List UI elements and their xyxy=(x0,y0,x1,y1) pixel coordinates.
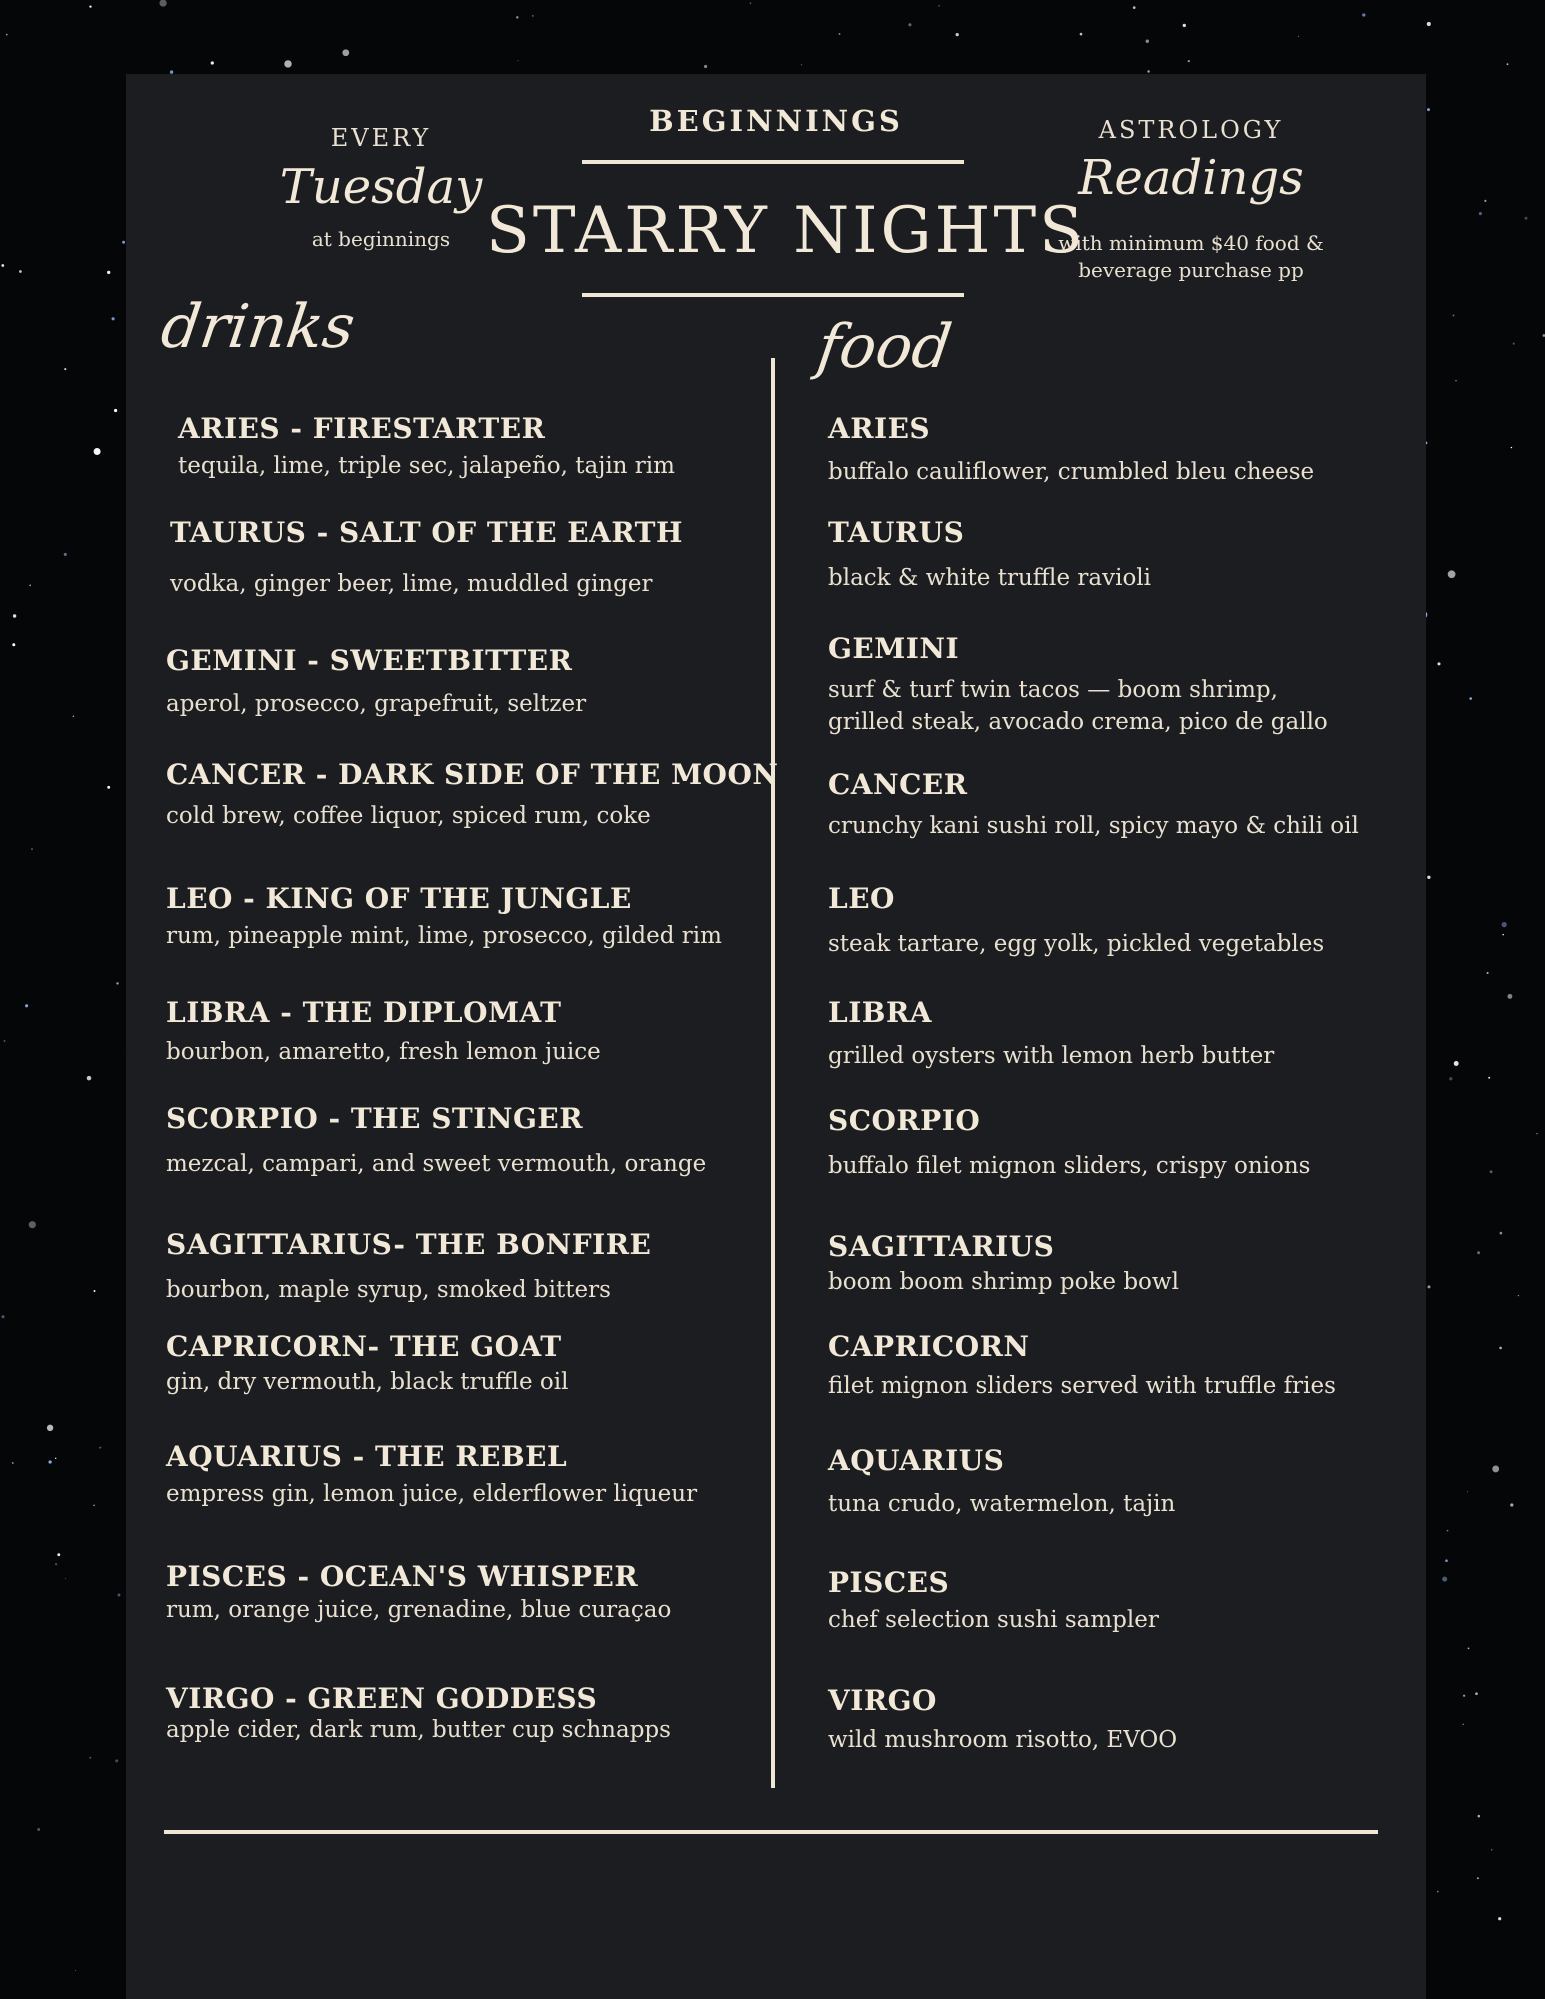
drink-name: SAGITTARIUS- THE BONFIRE xyxy=(166,1228,652,1261)
drink-name: GEMINI - SWEETBITTER xyxy=(166,644,573,677)
readings-condition-line1: with minimum $40 food & xyxy=(1058,231,1324,255)
drink-name: VIRGO - GREEN GODDESS xyxy=(166,1682,598,1715)
food-description: wild mushroom risotto, EVOO xyxy=(828,1727,1178,1753)
bottom-rule xyxy=(164,1830,1378,1834)
at-beginnings-label: at beginnings xyxy=(311,227,451,251)
drink-description: bourbon, amaretto, fresh lemon juice xyxy=(166,1039,601,1065)
food-description: boom boom shrimp poke bowl xyxy=(828,1269,1179,1295)
drink-name: ARIES - FIRESTARTER xyxy=(178,412,546,445)
title-rule-bottom xyxy=(582,293,964,297)
food-description: buffalo cauliflower, crumbled bleu cheese xyxy=(828,459,1315,485)
every-label: EVERY xyxy=(330,124,432,152)
astrology-label: ASTROLOGY xyxy=(1098,116,1284,144)
food-description: black & white truffle ravioli xyxy=(828,565,1152,591)
drink-description: gin, dry vermouth, black truffle oil xyxy=(166,1369,569,1395)
drink-name: CANCER - DARK SIDE OF THE MOON xyxy=(166,758,779,791)
food-name: ARIES xyxy=(828,412,931,445)
column-divider xyxy=(771,358,775,1788)
menu-panel xyxy=(126,74,1426,1999)
food-name: TAURUS xyxy=(828,516,965,549)
food-name: LIBRA xyxy=(828,996,932,1029)
food-description: crunchy kani sushi roll, spicy mayo & chili oil xyxy=(828,813,1359,839)
drink-description: rum, orange juice, grenadine, blue curaçao xyxy=(166,1597,672,1623)
drink-name: CAPRICORN- THE GOAT xyxy=(166,1330,562,1363)
drink-description: cold brew, coffee liquor, spiced rum, coke xyxy=(166,803,651,829)
drink-description: vodka, ginger beer, lime, muddled ginger xyxy=(170,571,653,597)
drink-name: PISCES - OCEAN'S WHISPER xyxy=(166,1560,639,1593)
food-description: steak tartare, egg yolk, pickled vegetables xyxy=(828,931,1325,957)
food-heading: food xyxy=(813,312,956,382)
drink-description: empress gin, lemon juice, elderflower liqueur xyxy=(166,1481,698,1507)
venue-name: BEGINNINGS xyxy=(649,104,903,138)
readings-condition-line2: beverage purchase pp xyxy=(1078,258,1304,282)
food-description: surf & turf twin tacos — boom shrimp, xyxy=(828,677,1278,703)
food-name: VIRGO xyxy=(828,1684,937,1717)
drinks-heading: drinks xyxy=(157,292,359,362)
drink-description: mezcal, campari, and sweet vermouth, orange xyxy=(166,1151,707,1177)
food-name: GEMINI xyxy=(828,632,960,665)
page-title: STARRY NIGHTS xyxy=(486,194,1086,268)
drink-name: LIBRA - THE DIPLOMAT xyxy=(166,996,562,1029)
drink-description: rum, pineapple mint, lime, prosecco, gilded rim xyxy=(166,923,722,949)
food-description: buffalo filet mignon sliders, crispy onions xyxy=(828,1153,1311,1179)
food-name: CAPRICORN xyxy=(828,1330,1030,1363)
food-name: PISCES xyxy=(828,1566,950,1599)
food-name: AQUARIUS xyxy=(828,1444,1005,1477)
food-description: filet mignon sliders served with truffle fries xyxy=(828,1373,1336,1399)
food-description-cont: grilled steak, avocado crema, pico de gallo xyxy=(828,709,1328,735)
drink-description: bourbon, maple syrup, smoked bitters xyxy=(166,1277,611,1303)
drink-name: AQUARIUS - THE REBEL xyxy=(166,1440,568,1473)
tuesday-script: Tuesday xyxy=(279,159,483,215)
food-name: CANCER xyxy=(828,768,968,801)
drink-name: SCORPIO - THE STINGER xyxy=(166,1102,583,1135)
drink-description: apple cider, dark rum, butter cup schnapps xyxy=(166,1717,671,1743)
readings-script: Readings xyxy=(1078,150,1304,206)
food-description: chef selection sushi sampler xyxy=(828,1607,1159,1633)
food-description: grilled oysters with lemon herb butter xyxy=(828,1043,1275,1069)
drink-name: LEO - KING OF THE JUNGLE xyxy=(166,882,632,915)
drink-name: TAURUS - SALT OF THE EARTH xyxy=(170,516,683,549)
food-name: SCORPIO xyxy=(828,1104,981,1137)
drink-description: tequila, lime, triple sec, jalapeño, tajin rim xyxy=(178,453,675,479)
food-name: SAGITTARIUS xyxy=(828,1230,1055,1263)
drink-description: aperol, prosecco, grapefruit, seltzer xyxy=(166,691,587,717)
food-name: LEO xyxy=(828,882,895,915)
food-description: tuna crudo, watermelon, tajin xyxy=(828,1491,1176,1517)
title-rule-top xyxy=(582,160,964,164)
